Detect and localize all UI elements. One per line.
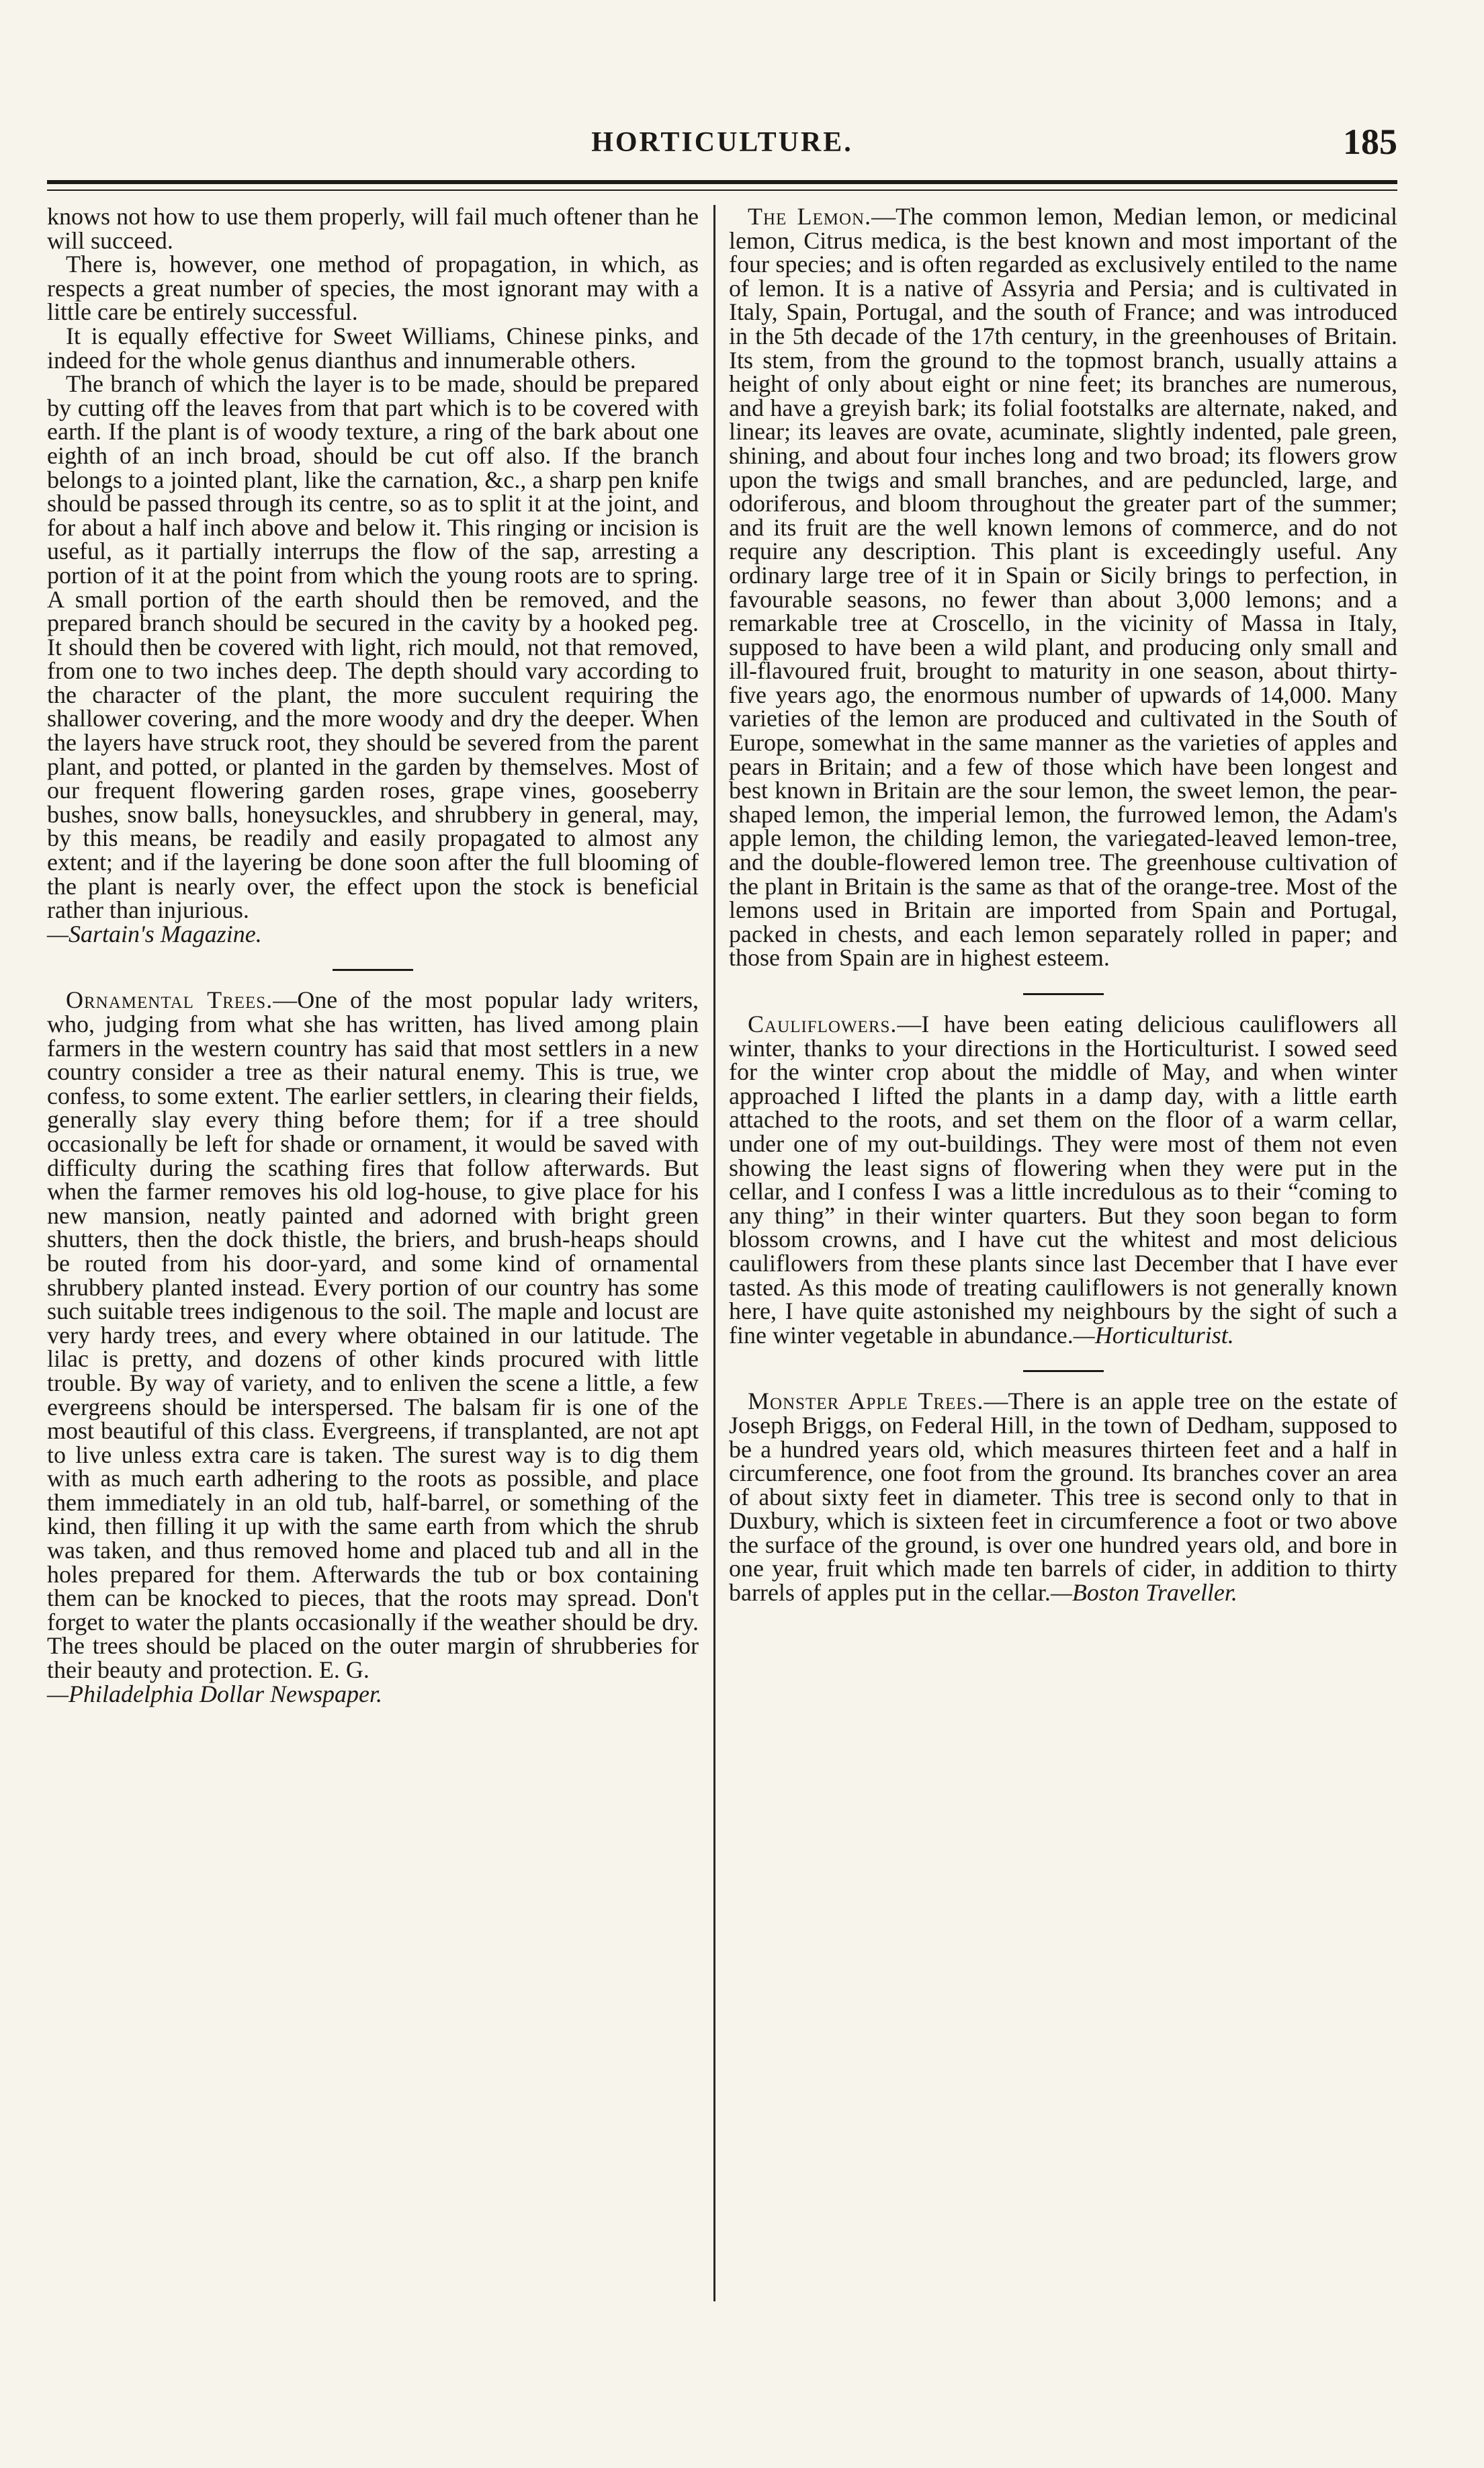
article-title: Ornamental Trees. [66, 986, 273, 1014]
paragraph [729, 205, 1397, 970]
author-initials: E. G. [318, 1656, 369, 1684]
left-column [47, 205, 699, 1706]
header-rule-thin [47, 189, 1397, 191]
source-attribution [47, 1680, 699, 1707]
header-rule-thick [47, 180, 1397, 184]
article-text: —The common lemon, Median lemon, or medicinal lemon, Citrus medica, is the best known and most important of the four species; and is often regarded as exclusively entiled to the name of lemon. It is a native of Assyria and Persia; and is cultivated in Italy, Spain, Portugal, and the south of France; and was introduced in the 5th decade of the 17th century, in the greenhouses of Britain. Its stem, from the ground to the topmost branch, usually attains a height of only about eight or nine feet; its branches are numerous, and have a greyish bark; its folial footstalks are alternate, naked, and linear; its leaves are ovate, acuminate, slightly indented, pale green, shining, and about four inches long and two broad; its flowers grow upon the twigs and small branches, and are peduncled, large, and odoriferous, and bloom throughout the greater part of the summer; and its fruit are the well known lemons of commerce, and do not require any description. This plant is exceedingly useful. Any ordinary large tree of it in Spain or Sicily brings to perfection, in favourable seasons, no fewer than about 3,000 lemons; and a remarkable tree at Croscello, in the vicinity of Massa in Italy, supposed to have been a wild plant, and producing only small and ill-flavoured fruit, brought to maturity in one season, about thirty-five years ago, the enormous number of upwards of 14,000. Many varieties of the lemon are produced and cultivated in the South of Europe, somewhat in the same manner as the varieties of apples and pears in Britain; and a few of those which have been longest and best known in Britain are the sour lemon, the sweet lemon, the pear-shaped lemon, the imperial lemon, the furrowed lemon, the Adam's apple lemon, the childing lemon, the variegated-leaved lemon-tree, and the double-flowered lemon tree. The greenhouse cultivation of the plant in Britain is the same as that of the orange-tree. Most of the lemons used in Britain are imported from Spain and Portugal, packed in chests, and each lemon separately rolled in paper; and those from Spain are in highest esteem. [729, 203, 1397, 972]
paragraph [729, 1390, 1397, 1605]
source-attribution [47, 920, 699, 947]
article-title: Monster Apple Trees. [748, 1388, 984, 1415]
article-text: —One of the most popular lady writers, who, judging from what she has written, has lived among plain farmers in the western country has said that most settlers in a new country consider a tree as their natural enemy. This is true, we confess, to some extent. The earlier settlers, in clearing their fields, generally slay every thing before them; for if a tree should occasionally be left for shade or ornament, it would be saved with difficulty during the scathing fires that follow afterwards. But when the farmer removes his old log-house, to give place for his new mansion, neatly painted and adorned with bright green shutters, then the dock thistle, the briers, and brush-heaps should be routed from his door-yard, and some kind of ornamental shrubbery planted instead. Every portion of our country has some such suitable trees indigenous to the soil. The maple and locust are very hardy trees, and every where obtained in our latitude. The lilac is pretty, and dozens of other kinds procured with little trouble. By way of variety, and to enliven the scene a little, a few evergreens should be interspersed. The balsam fir is one of the most beautiful of this class. Evergreens, if transplanted, are not apt to live unless extra care is taken. The surest way is to dig them with as much earth adhering to the roots as possible, and place them immediately in an old tub, half-barrel, or something of the kind, then filling it up with the same earth from which the shrub was taken, and thus removed home and placed tub and all in the holes prepared for them. Afterwards the tub or box containing them can be knocked to pieces, that the roots may spread. Don't forget to water the plants occasionally if the weather should be dry. The trees should be placed on the outer margin of shrubberies for their beauty and protection. [47, 986, 699, 1684]
source-text: —Boston Traveller. [1050, 1579, 1237, 1607]
article-title: The Lemon. [748, 203, 872, 230]
article-text: —I have been eating delicious cauliflowers all winter, thanks to your directions in the Horticulturist. I sowed seed for the winter crop about the middle of May, and when winter approached I lifted the plants in a damp day, with a little earth attached to the roots, and set them on the floor of a warm cellar, under one of my out-buildings. They were most of them not even showing the least signs of flowering when they were put in the cellar, and I confess I was a little incredulous as to their “coming to any thing” in their winter quarters. But they soon began to form blossom crowns, and I have cut the whitest and most delicious cauliflowers from these plants since last December that I have ever tasted. As this mode of treating cauliflowers is not generally known here, I have quite astonished my neighbours by the sight of such a fine winter vegetable in abundance. [729, 1011, 1397, 1349]
right-column [729, 205, 1397, 1605]
page-title: HORTICULTURE. [591, 127, 853, 158]
article-the-lemon [729, 205, 1397, 970]
source-text: —Horticulturist. [1073, 1321, 1234, 1349]
paragraph: It is equally effective for Sweet Williams, Chinese pinks, and indeed for the whole genus dianthus and innumerable others. [47, 322, 699, 374]
article-separator [1023, 993, 1104, 995]
paragraph [47, 988, 699, 1682]
column-divider [713, 205, 715, 2301]
article-ornamental-trees [47, 988, 699, 1706]
running-head [47, 122, 1397, 173]
article-title: Cauliflowers. [748, 1011, 898, 1037]
article-text: —There is an apple tree on the estate of Joseph Briggs, on Federal Hill, in the town of Dedham, supposed to be a hundred years old, which measures thirteen feet and a half in circumference, one foot from the ground. Its branches cover an area of about sixty feet in diameter. This tree is second only to that in Duxbury, which is sixteen feet in circumference a foot or two above the surface of the ground, is over one hundred years old, and bore in one year, fruit which made ten barrels of cider, in addition to thirty barrels of apples put in the cellar. [729, 1388, 1397, 1607]
article-layering-continued [47, 205, 699, 946]
paragraph: The branch of which the layer is to be made, should be prepared by cutting off the leaves from that part which is to be covered with earth. If the plant is of woody texture, a ring of the bark about one eighth of an inch broad, should be cut off also. If the branch belongs to a jointed plant, like the carnation, &c., a sharp pen knife should be passed through its centre, so as to split it at the joint, and for about a half inch above and below it. This ringing or incision is useful, as it partially interrups the flow of the sap, arresting a portion of it at the point from which the young roots are to spring. A small portion of the earth should then be removed, and the prepared branch should be secured in the cavity by a hooked peg. It should then be covered with light, rich mould, not that removed, from one to two inches deep. The depth should vary according to the character of the plant, the more succulent requiring the shallower covering, and the more woody and dry the deeper. When the layers have struck root, they should be severed from the parent plant, and potted, or planted in the garden by themselves. Most of our frequent flowering garden roses, grape vines, gooseberry bushes, snow balls, honeysuckles, and shrubbery in general, may, by this means, be readily and easily propagated to almost any extent; and if the layering be done soon after the full blooming of the plant is nearly over, the effect upon the stock is beneficial rather than injurious. [47, 370, 699, 924]
paragraph: There is, however, one method of propagation, in which, as respects a great number of species, the most ignorant may with a little care be entirely successful. [47, 251, 699, 326]
article-separator [333, 969, 413, 971]
article-cauliflowers [729, 1013, 1397, 1347]
page-number: 185 [1343, 122, 1397, 162]
paragraph [729, 1013, 1397, 1347]
paragraph: knows not how to use them properly, will fail much oftener than he will succeed. [47, 203, 699, 254]
article-separator [1023, 1370, 1104, 1372]
source-text: —Philadelphia Dollar Newspaper. [47, 1680, 383, 1707]
article-monster-apple-trees [729, 1390, 1397, 1605]
source-text: —Sartain's Magazine. [47, 920, 262, 947]
